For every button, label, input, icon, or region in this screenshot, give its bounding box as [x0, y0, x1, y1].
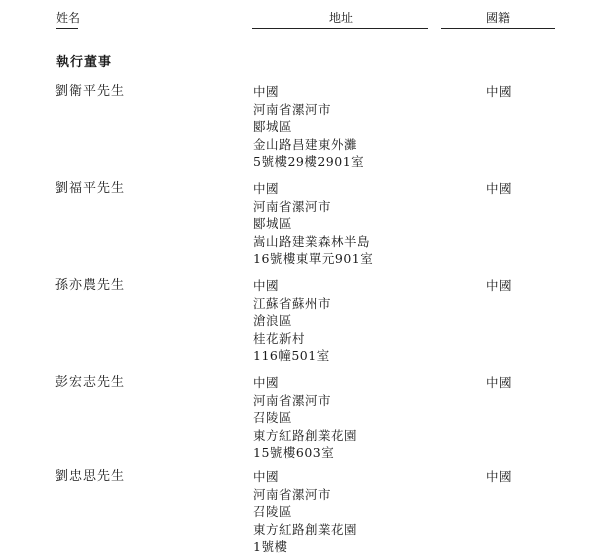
address-line: 郾城區 — [253, 216, 293, 231]
director-address — [253, 277, 331, 365]
address-line: 中國 — [253, 375, 280, 390]
director-nationality: 中國 — [486, 469, 513, 484]
address-line: 116幢501室 — [253, 348, 330, 363]
address-line: 嵩山路建業森林半島 — [253, 233, 371, 249]
address-line: 東方紅路創業花園 — [253, 427, 358, 443]
address-line: 江蘇省蘇州市 — [253, 295, 332, 311]
name-header-rule — [56, 28, 78, 29]
director-nationality: 中國 — [486, 84, 513, 99]
address-header-rule — [252, 28, 428, 29]
address-line: 中國 — [253, 84, 280, 99]
director-name: 孫亦農先生 — [55, 278, 126, 293]
director-name: 劉忠思先生 — [55, 469, 126, 484]
name-column-header: 姓名 — [56, 11, 81, 25]
section-title: 執行董事 — [56, 55, 113, 70]
address-line: 河南省漯河市 — [253, 392, 332, 408]
address-line: 召陵區 — [253, 410, 293, 425]
address-line: 滄浪區 — [253, 313, 293, 328]
director-address — [253, 180, 373, 268]
director-address — [253, 468, 357, 556]
address-line: 河南省漯河市 — [253, 101, 332, 117]
address-line: 河南省漯河市 — [253, 198, 332, 214]
director-address — [253, 83, 364, 171]
director-address — [253, 374, 357, 462]
address-line: 中國 — [253, 181, 280, 196]
director-name: 彭宏志先生 — [55, 375, 126, 390]
address-line: 15號樓603室 — [253, 445, 335, 460]
address-line: 16號樓東單元901室 — [253, 251, 374, 266]
address-line: 東方紅路創業花園 — [253, 521, 358, 537]
address-line: 郾城區 — [253, 119, 293, 134]
address-line: 桂花新村 — [253, 330, 306, 346]
director-name: 劉衛平先生 — [55, 84, 126, 99]
address-line: 召陵區 — [253, 504, 293, 519]
director-nationality: 中國 — [486, 278, 513, 293]
address-line: 5號樓29樓2901室 — [253, 154, 365, 169]
address-column-header: 地址 — [329, 11, 354, 25]
director-nationality: 中國 — [486, 375, 513, 390]
nationality-column-header: 國籍 — [486, 11, 511, 25]
address-line: 1號樓 — [253, 539, 288, 554]
address-line: 中國 — [253, 278, 280, 293]
director-name: 劉福平先生 — [55, 181, 126, 196]
address-line: 金山路昌建東外灘 — [253, 136, 358, 152]
director-nationality: 中國 — [486, 181, 513, 196]
address-line: 河南省漯河市 — [253, 486, 332, 502]
address-line: 中國 — [253, 469, 280, 484]
nationality-header-rule — [441, 28, 555, 29]
